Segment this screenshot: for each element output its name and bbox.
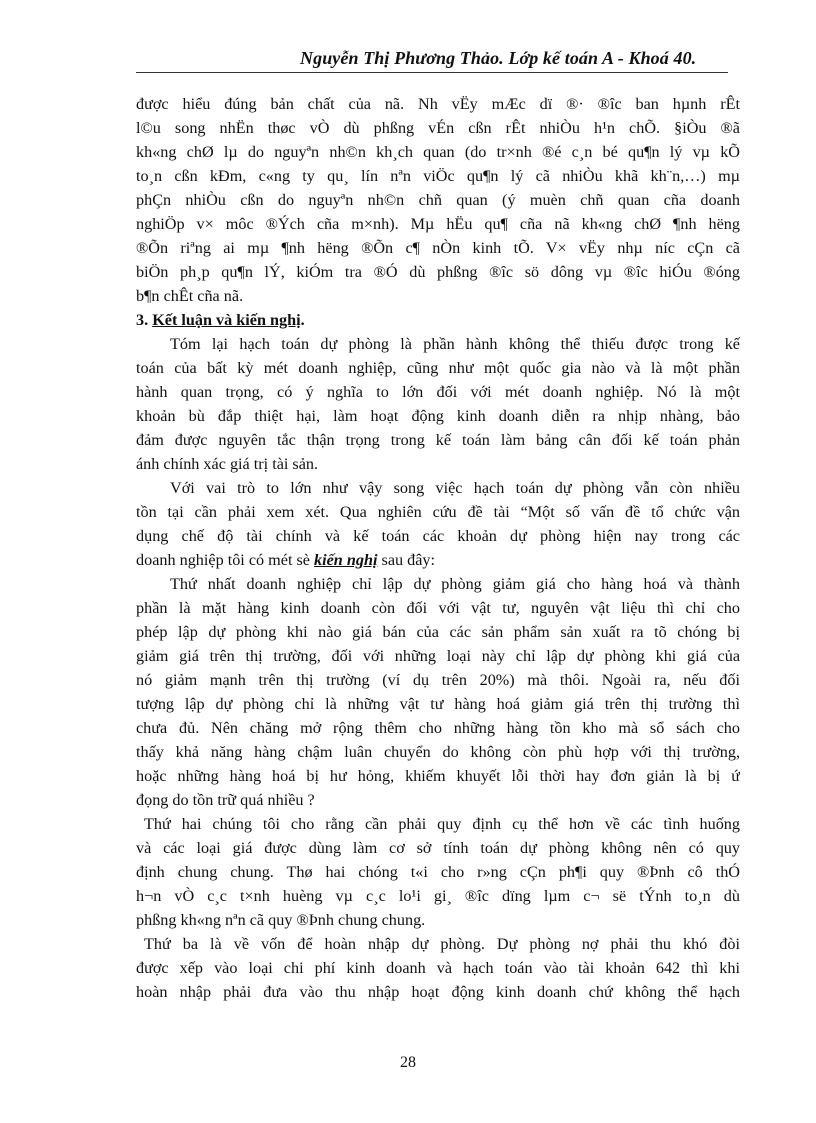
body-line: toán của bất kỳ mét doanh nghiệp, cũng như một quốc gia nào và là một phần [136,359,740,377]
body-line: chưa đủ. Nên chăng mở rộng thêm cho những hàng tồn kho mà sổ sách cho [136,719,740,737]
section-heading [136,308,740,332]
running-header: Nguyễn Thị Phương Thảo. Lớp kế toán A - Khoá 40. [300,48,697,68]
body-line: Thứ hai chúng tôi cho rằng cần phải quy định cụ thể hơn về các tình huống [144,815,740,833]
body-line: Thứ ba là về vốn để hoàn nhập dự phòng. Dự phòng nợ phải thu khó đòi [144,935,740,953]
body-line: thấy khả năng hàng chậm luân chuyển do không còn phù hợp với thị trường, [136,743,740,761]
text-run: doanh nghiệp tôi có mét sè [136,551,315,569]
section-number: 3. [136,311,153,329]
body-line: dụng chế độ tài chính và kế toán các khoản dự phòng hiện nay trong các [136,527,740,545]
page-number: 28 [400,1054,416,1071]
body-line: l©u song nhËn thøc vÒ dù phßng vÉn cßn rÊt nhiÒu h¹n chÕ. §iÒu ®ã [136,119,740,137]
page-body [136,92,740,1004]
body-line: được xếp vào loại chi phí kinh doanh và hạch toán vào tài khoản 642 thì khi [136,959,740,977]
body-line: tồn tại cần phải xem xét. Qua nghiên cứu đề tài “Một số vấn đề tổ chức vận [136,503,740,521]
body-line: ®Õn riªng ai mµ ¶nh hëng ®Õn c¶ nÒn kinh tÕ. V× vËy nhµ níc cÇn cã [136,239,740,257]
body-line: phßng kh«ng nªn cã quy ®Þnh chung chung. [136,911,426,929]
body-line: đọng do tồn trữ quá nhiều ? [136,791,315,809]
header-rule [136,72,728,73]
body-line: hoặc những hàng hoá bị hư hỏng, khiếm khuyết lỗi thời hay đơn giản là bị ứ [136,767,740,785]
body-line: hoàn nhập phải đưa vào thu nhập hoạt động kinh doanh chứ không thể hạch [136,983,740,1001]
body-line: hành quan trọng, có ý nghĩa to lớn đối với mét doanh nghiệp. Nó là một [136,383,740,401]
emphasized-term: kiến nghị [314,551,378,569]
body-line: ánh chính xác giá trị tài sản. [136,455,319,473]
section-trailing: . [300,311,305,329]
body-line: nó giảm mạnh trên thị trường (ví dụ trên 20%) mà thôi. Ngoài ra, nếu đối [136,671,740,689]
body-line: Với vai trò to lớn như vậy song việc hạch toán dự phòng vẫn còn nhiều [170,479,740,497]
body-line: phép lập dự phòng khi nào giá bán của các sản phẩm sản xuất ra tõ chóng bị [136,623,740,641]
body-line: đảm được nguyên tắc thận trọng trong kế toán làm bảng cân đối kế toán phản [136,431,740,449]
body-line: giảm giá trên thị trường, đối với những loại này chỉ lập dự phòng khi giá của [136,647,740,665]
body-line: Tóm lại hạch toán dự phòng là phần hành không thể thiếu được trong kế [170,335,740,353]
body-line [136,548,740,572]
body-line: tượng lập dự phòng chỉ là những vật tư hàng hoá giảm giá trên thị trường thì [136,695,740,713]
text-run: sau đây: [377,551,436,569]
body-line: b¶n chÊt cña nã. [136,287,244,305]
body-line: định chung chung. Thø hai chóng t«i cho r»ng cÇn ph¶i quy ®Þnh cô thÓ [136,863,740,881]
body-line: khoản bù đắp thiệt hại, làm hoạt động kinh doanh diễn ra nhịp nhàng, bảo [136,407,740,425]
body-line: được hiểu đúng bản chất của nã. Nh vËy mÆc dï ®· ®îc ban hµnh rÊt [136,95,740,113]
body-line: Thứ nhất doanh nghiệp chỉ lập dự phòng giảm giá cho hàng hoá và thành [170,575,740,593]
body-line: h¬n vÒ c¸c t×nh huèng vµ c¸c lo¹i gi¸ ®îc dïng lµm c¬ së tÝnh to¸n dù [136,887,740,905]
body-line: to¸n cßn kÐm, c«ng ty qu¸ lín nªn viÖc qu¶n lý cã nhiÒu khã kh¨n,…) mµ [136,167,740,185]
body-line: nghiÖp v× môc ®Ých cña m×nh). Mµ hËu qu¶ cña nã kh«ng chØ ¶nh hëng [136,215,740,233]
body-line: và các loại giá được dùng làm cơ sở tính toán dự phòng không nên có quy [136,839,740,857]
body-line: phÇn nhiÒu cßn do nguyªn nh©n chñ quan (ý muèn chñ quan cña doanh [136,191,740,209]
body-line: kh«ng chØ lµ do nguyªn nh©n kh¸ch quan (do tr×nh ®é c¸n bé qu¶n lý vµ kÕ [136,143,740,161]
body-line: biÖn ph¸p qu¶n lÝ, kiÓm tra ®Ó dù phßng ®îc sö dông vµ ®îc hiÓu ®óng [136,263,740,281]
body-line: phần là mặt hàng kinh doanh còn đối với vật tư, nguyên vật liệu thì chỉ cho [136,599,740,617]
section-title: Kết luận và kiến nghị [152,311,301,329]
